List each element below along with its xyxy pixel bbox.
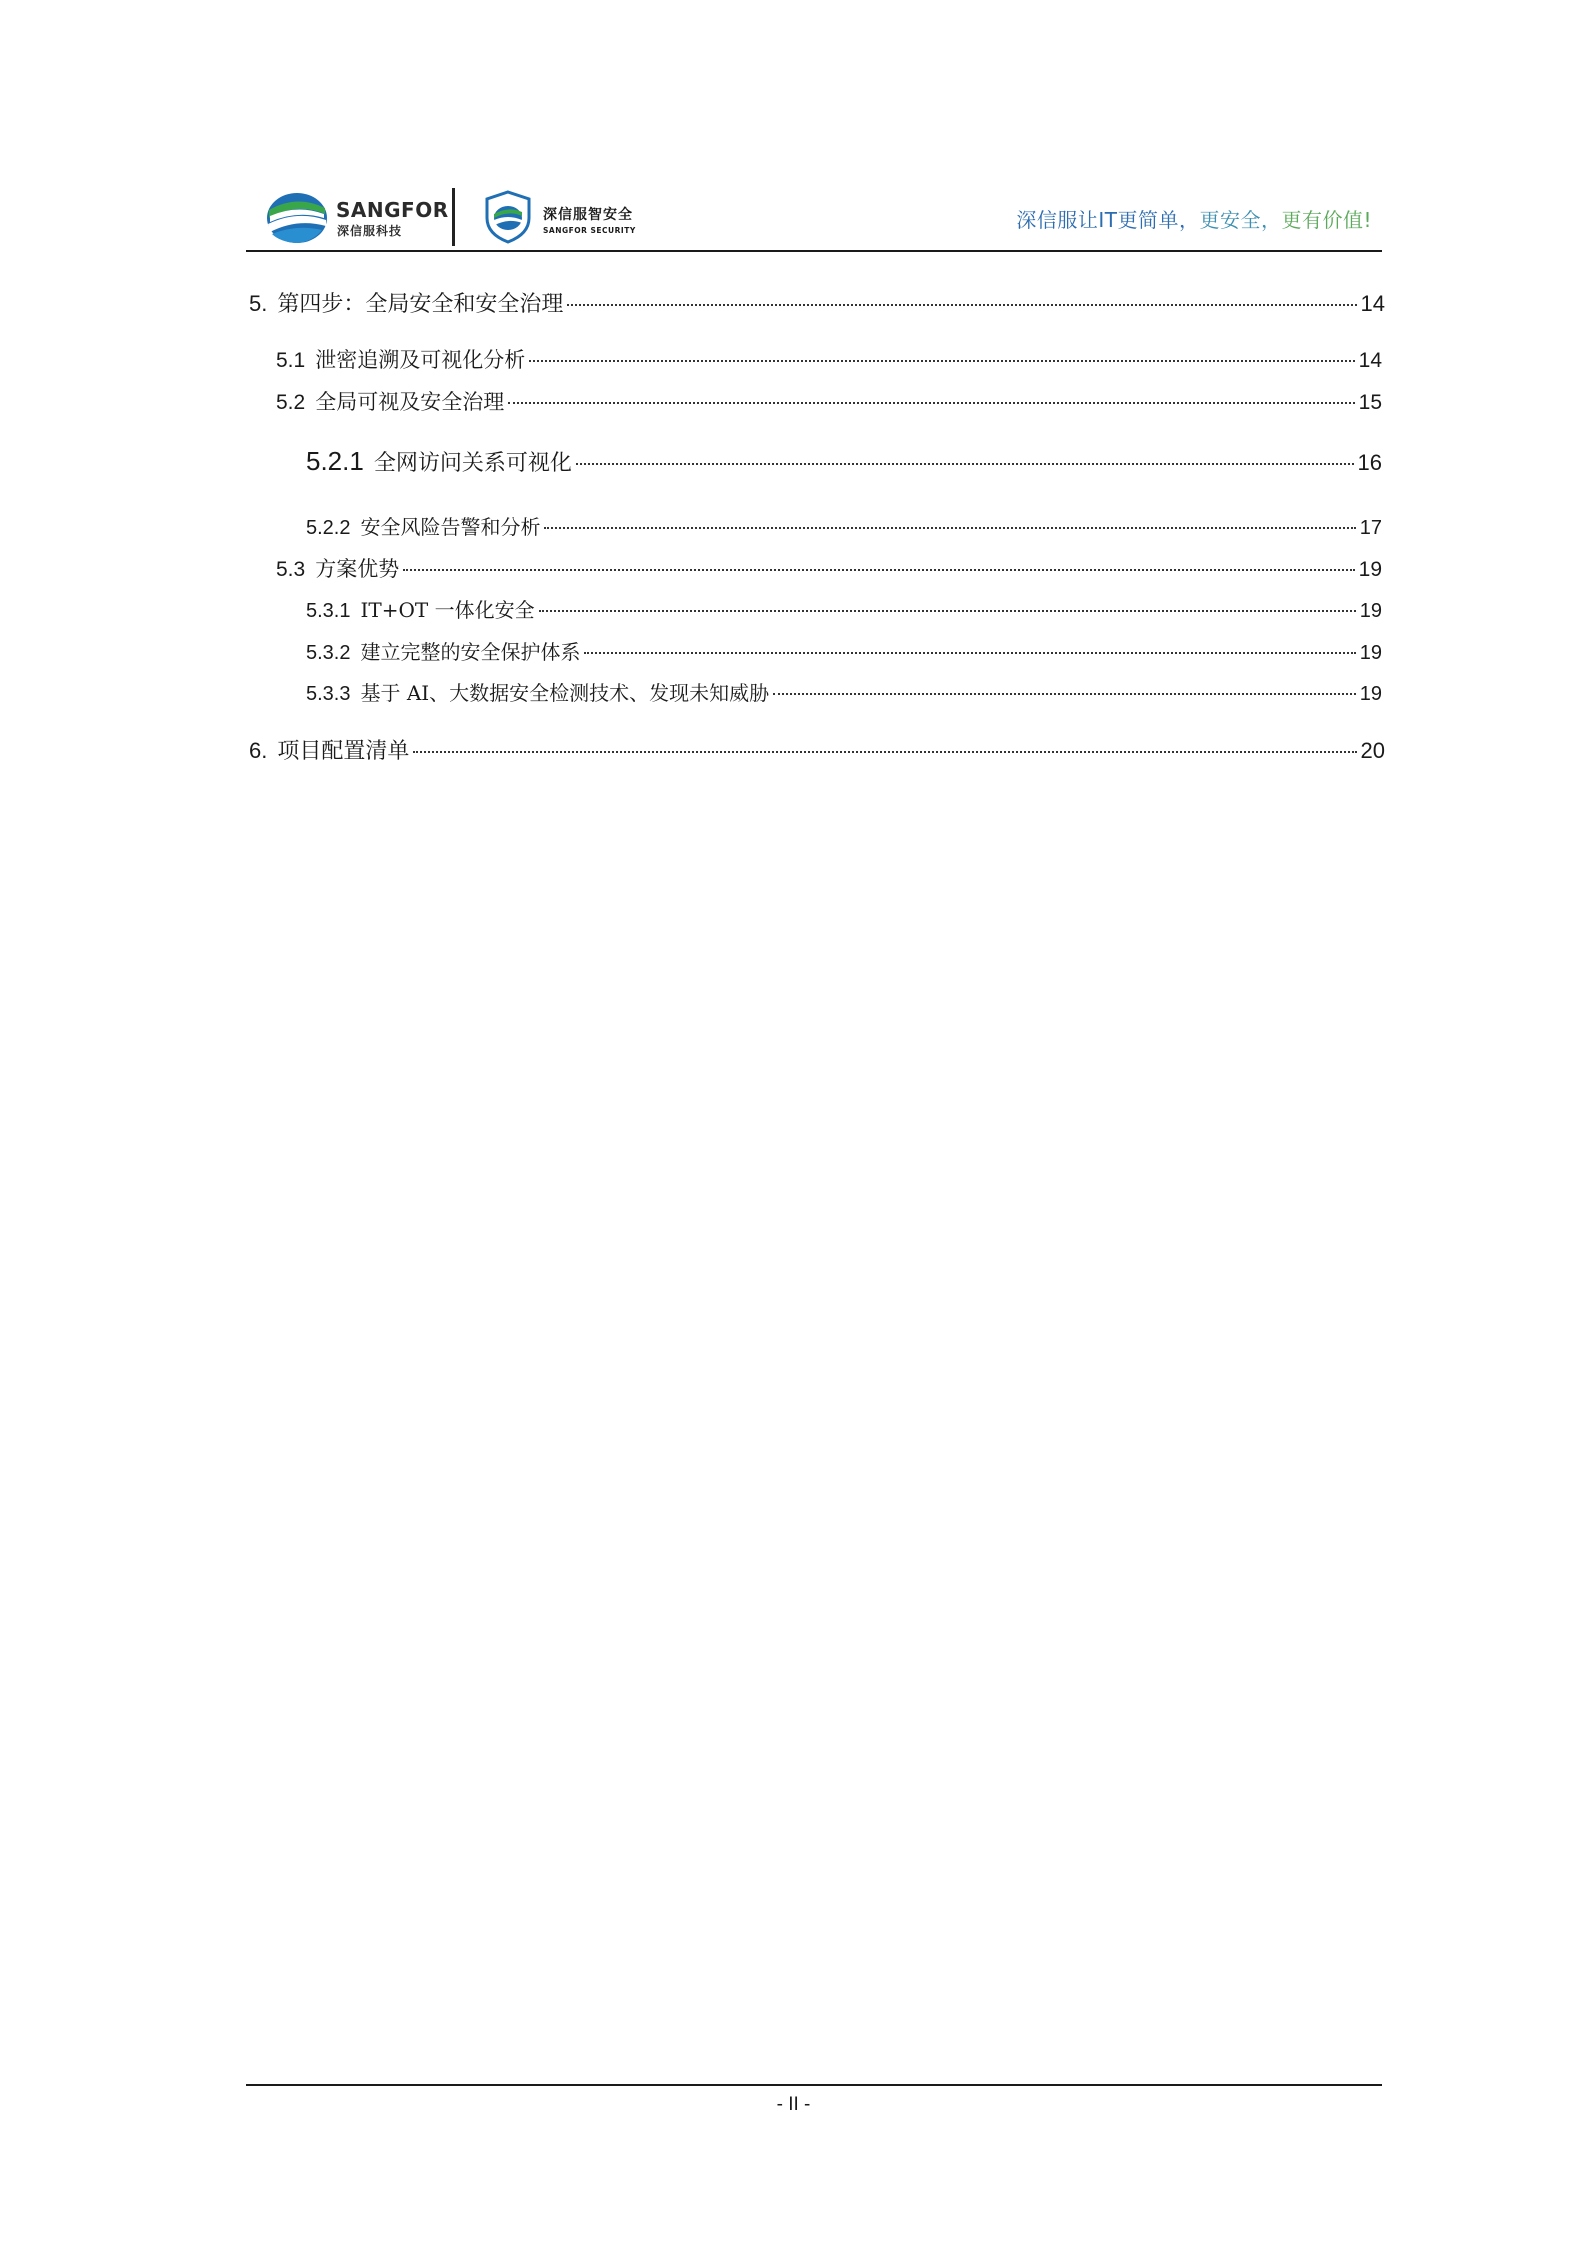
toc-entry-title: 方案优势 (315, 557, 400, 581)
toc-entry-title: 泄密追溯及可视化分析 (315, 348, 526, 372)
toc-entry[interactable] (246, 636, 1382, 665)
toc-leader-dots (539, 610, 1356, 612)
toc-leader-dots (584, 652, 1355, 654)
security-brand-en: SANGFOR SECURITY (543, 226, 636, 235)
toc-entry-page: 15 (1358, 391, 1382, 414)
toc-entry-number: 5.1 (276, 349, 306, 372)
security-shield-icon (484, 190, 532, 244)
toc-leader-dots (576, 463, 1354, 465)
page-number: - II - (776, 2094, 811, 2115)
toc-entry-page: 19 (1359, 642, 1382, 664)
brand-name-en: SANGFOR (336, 198, 449, 222)
toc-entry-title: 基于 AI、大数据安全检测技术、发现未知威胁 (360, 681, 770, 705)
slogan-part-3: 更有价值! (1281, 208, 1372, 232)
toc-entry-number: 5.3.3 (306, 683, 351, 705)
toc-entry-number: 5.3.1 (306, 600, 351, 622)
toc-entry[interactable] (246, 446, 1382, 477)
page-header (246, 178, 1382, 250)
toc-entry-number: 5.3.2 (306, 642, 351, 664)
sangfor-logo-icon (262, 190, 332, 246)
toc-entry[interactable] (246, 677, 1382, 706)
toc-entry[interactable] (246, 594, 1382, 623)
toc-entry-number: 5.2.1 (306, 446, 364, 476)
slogan-part-1: 深信服让IT更简单， (1016, 208, 1200, 232)
toc-entry-number: 5. (249, 291, 268, 316)
toc-entry[interactable] (246, 553, 1382, 583)
toc-entry-page: 17 (1359, 517, 1382, 539)
toc-entry-number: 5.2 (276, 391, 306, 414)
toc-entry-number: 5.2.2 (306, 517, 351, 539)
header-slogan (1016, 204, 1372, 233)
toc-entry[interactable] (246, 734, 1385, 765)
toc-entry[interactable] (246, 386, 1382, 416)
toc-entry-number: 6. (249, 738, 268, 763)
security-brand-cn: 深信服智安全 (543, 207, 633, 223)
toc-entry-title: IT+OT 一体化安全 (360, 598, 535, 622)
toc-entry[interactable] (246, 344, 1382, 374)
toc-leader-dots (567, 304, 1356, 306)
slogan-part-2: 更安全， (1199, 208, 1282, 232)
header-rule (246, 250, 1382, 252)
toc-entry-page: 20 (1360, 738, 1385, 763)
toc-leader-dots (413, 751, 1356, 753)
toc-entry-title: 全网访问关系可视化 (373, 451, 572, 476)
toc-entry-number: 5.3 (276, 558, 306, 581)
footer-rule (246, 2084, 1382, 2086)
toc-leader-dots (403, 569, 1354, 571)
toc-leader-dots (508, 402, 1354, 404)
toc-entry-title: 第四步：全局安全和安全治理 (277, 292, 564, 317)
toc-leader-dots (529, 360, 1354, 362)
toc-entry[interactable] (246, 511, 1382, 540)
toc-entry-title: 全局可视及安全治理 (315, 390, 505, 414)
toc-entry-page: 19 (1358, 558, 1382, 581)
toc-entry-page: 19 (1359, 600, 1382, 622)
toc-entry-title: 建立完整的安全保护体系 (360, 640, 581, 664)
toc-entry-page: 16 (1357, 450, 1382, 475)
logo-divider (452, 188, 455, 246)
toc-entry-title: 项目配置清单 (277, 739, 410, 764)
toc-leader-dots (544, 527, 1355, 529)
toc-entry-title: 安全风险告警和分析 (360, 515, 541, 539)
toc-entry-page: 19 (1359, 683, 1382, 705)
brand-name-cn: 深信服科技 (337, 224, 403, 238)
toc-entry[interactable] (246, 287, 1385, 318)
toc-leader-dots (773, 693, 1356, 695)
toc-entry-page: 14 (1360, 291, 1385, 316)
toc-entry-page: 14 (1358, 349, 1382, 372)
